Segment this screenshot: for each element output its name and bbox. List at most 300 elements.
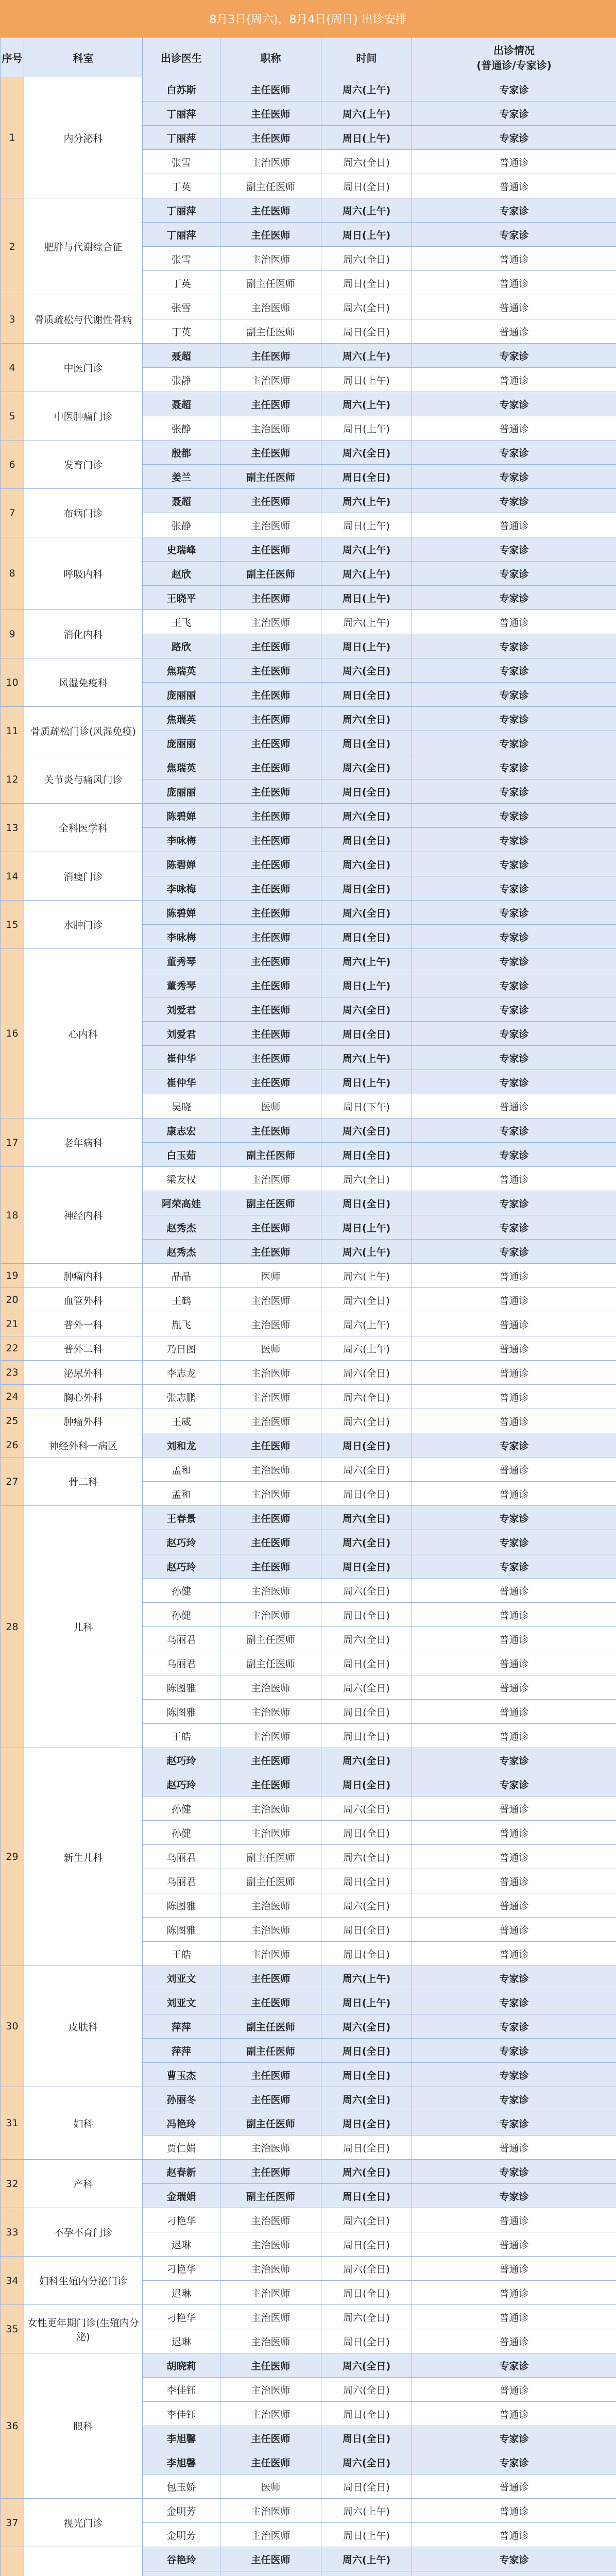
doctor-name: 冯艳玲 <box>143 2111 220 2136</box>
table-row <box>1 1264 616 1288</box>
table-row <box>1 1361 616 1385</box>
department-name: 神经内科 <box>24 1167 143 1264</box>
doctor-title: 主任医师 <box>220 489 321 513</box>
clinic-type: 普通诊 <box>412 1893 616 1918</box>
doctor-name: 聂超 <box>143 344 220 368</box>
row-number: 34 <box>1 2257 24 2305</box>
doctor-title: 主任医师 <box>220 901 321 925</box>
clinic-time: 周六(上午) <box>321 2499 412 2523</box>
clinic-time: 周六(全日) <box>321 2014 412 2039</box>
doctor-title: 主任医师 <box>220 997 321 1022</box>
clinic-type: 专家诊 <box>412 2160 616 2184</box>
clinic-time: 周六(上午) <box>321 949 412 973</box>
clinic-time: 周日(上午) <box>321 223 412 247</box>
doctor-name: 金明芳 <box>143 2499 220 2523</box>
clinic-type: 专家诊 <box>412 562 616 586</box>
table-row <box>1 1118 616 1143</box>
row-number: 17 <box>1 1118 24 1167</box>
clinic-type: 专家诊 <box>412 683 616 707</box>
doctor-title: 副主任医师 <box>220 562 321 586</box>
clinic-time: 周日(全日) <box>321 2426 412 2450</box>
clinic-time: 周日(全日) <box>321 1433 412 1458</box>
department-name: 新生儿科 <box>24 1748 143 1966</box>
doctor-name: 焦瑞英 <box>143 658 220 683</box>
doctor-name: 张雪 <box>143 247 220 271</box>
table-header-row <box>1 38 616 77</box>
doctor-name: 胡晓莉 <box>143 2353 220 2378</box>
doctor-name: 迟琳 <box>143 2281 220 2305</box>
doctor-title: 主任医师 <box>220 1433 321 1458</box>
doctor-title: 主治医师 <box>220 1821 321 1845</box>
clinic-type: 专家诊 <box>412 731 616 755</box>
doctor-name: 晶晶 <box>143 1264 220 1288</box>
clinic-type: 普通诊 <box>412 1167 616 1191</box>
clinic-type: 专家诊 <box>412 876 616 901</box>
doctor-name: 刘亚文 <box>143 1966 220 1990</box>
doctor-name: 丁英 <box>143 319 220 344</box>
doctor-title: 主治医师 <box>220 1579 321 1603</box>
clinic-type: 专家诊 <box>412 852 616 876</box>
doctor-name: 赵秀杰 <box>143 1215 220 1240</box>
doctor-name: 路欣 <box>143 634 220 658</box>
doctor-name: 陈图雅 <box>143 1893 220 1918</box>
clinic-time: 周六(上午) <box>321 77 412 101</box>
clinic-type: 专家诊 <box>412 634 616 658</box>
clinic-time: 周日(全日) <box>321 2475 412 2499</box>
department-name: 骨质疏松门诊(风湿免疫) <box>24 707 143 755</box>
row-number: 7 <box>1 489 24 537</box>
department-name: 布病门诊 <box>24 489 143 537</box>
doctor-name: 陈图雅 <box>143 1700 220 1724</box>
doctor-name: 刁艳华 <box>143 2208 220 2232</box>
clinic-time: 周日(全日) <box>321 2329 412 2353</box>
clinic-time: 周日(全日) <box>321 1482 412 1506</box>
clinic-time: 周日(全日) <box>321 828 412 852</box>
clinic-type: 普通诊 <box>412 1603 616 1627</box>
clinic-time: 周日(全日) <box>321 1918 412 1942</box>
doctor-name: 丁丽萍 <box>143 101 220 126</box>
clinic-type: 专家诊 <box>412 1506 616 1530</box>
doctor-name: 张静 <box>143 416 220 440</box>
row-number: 20 <box>1 1288 24 1312</box>
doctor-name: 乃日图 <box>143 1336 220 1361</box>
doctor-title: 主治医师 <box>220 1893 321 1918</box>
clinic-time: 周六(全日) <box>321 2160 412 2184</box>
clinic-time: 周日(上午) <box>321 973 412 997</box>
clinic-type: 普通诊 <box>412 1458 616 1482</box>
row-number: 36 <box>1 2353 24 2499</box>
clinic-type: 普通诊 <box>412 2136 616 2160</box>
doctor-title: 主治医师 <box>220 150 321 174</box>
clinic-time: 周日(全日) <box>321 1942 412 1966</box>
department-name: 骨二科 <box>24 1458 143 1506</box>
doctor-name: 白苏斯 <box>143 77 220 101</box>
row-number: 30 <box>1 1966 24 2087</box>
clinic-time: 周六(全日) <box>321 2257 412 2281</box>
doctor-title: 主治医师 <box>220 2136 321 2160</box>
clinic-time: 周日(上午) <box>321 513 412 537</box>
clinic-time: 周日(上午) <box>321 586 412 610</box>
doctor-name: 胤飞 <box>143 1312 220 1336</box>
clinic-time: 周六(上午) <box>321 537 412 562</box>
clinic-time: 周六(全日) <box>321 1675 412 1700</box>
doctor-title: 副主任医师 <box>220 1845 321 1869</box>
doctor-name: 梁友权 <box>143 1167 220 1191</box>
clinic-time: 周六(全日) <box>321 2450 412 2475</box>
table-row <box>1 2257 616 2281</box>
row-number: 21 <box>1 1312 24 1336</box>
doctor-title: 医师 <box>220 2475 321 2499</box>
clinic-time: 周日(上午) <box>321 126 412 150</box>
doctor-title: 副主任医师 <box>220 1627 321 1651</box>
clinic-time: 周六(全日) <box>321 1579 412 1603</box>
doctor-title: 主任医师 <box>220 804 321 828</box>
doctor-title: 主治医师 <box>220 1458 321 1482</box>
clinic-type: 专家诊 <box>412 1143 616 1167</box>
header-title: 职称 <box>220 38 321 77</box>
clinic-type: 专家诊 <box>412 997 616 1022</box>
doctor-name: 李旭馨 <box>143 2426 220 2450</box>
clinic-time: 周六(全日) <box>321 2208 412 2232</box>
doctor-name: 王飞 <box>143 610 220 634</box>
doctor-title: 副主任医师 <box>220 2111 321 2136</box>
clinic-time: 周日(全日) <box>321 2039 412 2063</box>
department-name: 老年病科 <box>24 1118 143 1167</box>
doctor-title: 主任医师 <box>220 126 321 150</box>
doctor-title: 医师 <box>220 1264 321 1288</box>
doctor-title: 主任医师 <box>220 1748 321 1772</box>
clinic-time: 周六(上午) <box>321 1966 412 1990</box>
clinic-type: 专家诊 <box>412 1215 616 1240</box>
clinic-type: 专家诊 <box>412 344 616 368</box>
doctor-title: 主任医师 <box>220 925 321 949</box>
clinic-type: 普通诊 <box>412 513 616 537</box>
department-name: 发育门诊 <box>24 440 143 489</box>
doctor-title: 主治医师 <box>220 2329 321 2353</box>
clinic-type: 普通诊 <box>412 1385 616 1409</box>
clinic-type: 专家诊 <box>412 1990 616 2014</box>
doctor-title: 主任医师 <box>220 1506 321 1530</box>
doctor-name: 张静 <box>143 368 220 392</box>
doctor-title: 副主任医师 <box>220 1143 321 1167</box>
doctor-name: 刘爱君 <box>143 1022 220 1046</box>
clinic-type: 普通诊 <box>412 271 616 295</box>
doctor-title: 主任医师 <box>220 2353 321 2378</box>
clinic-time: 周六(全日) <box>321 1748 412 1772</box>
doctor-title: 主任医师 <box>220 586 321 610</box>
clinic-time: 周日(全日) <box>321 2232 412 2257</box>
clinic-type: 普通诊 <box>412 1336 616 1361</box>
clinic-type: 专家诊 <box>412 779 616 804</box>
clinic-time: 周日(上午) <box>321 1215 412 1240</box>
doctor-name: 乌丽君 <box>143 1651 220 1675</box>
clinic-type: 专家诊 <box>412 804 616 828</box>
clinic-time: 周六(全日) <box>321 755 412 779</box>
doctor-title: 主治医师 <box>220 2499 321 2523</box>
clinic-type: 专家诊 <box>412 2547 616 2571</box>
doctor-title: 主治医师 <box>220 1409 321 1433</box>
clinic-type: 专家诊 <box>412 1433 616 1458</box>
clinic-time: 周六(上午) <box>321 392 412 416</box>
doctor-title: 主任医师 <box>220 2450 321 2475</box>
table-row <box>1 440 616 465</box>
doctor-title: 主治医师 <box>220 1724 321 1748</box>
clinic-time: 周六(全日) <box>321 1506 412 1530</box>
clinic-type: 专家诊 <box>412 77 616 101</box>
clinic-type: 专家诊 <box>412 586 616 610</box>
clinic-time: 周日(上午) <box>321 416 412 440</box>
row-number: 8 <box>1 537 24 610</box>
clinic-type: 专家诊 <box>412 1772 616 1797</box>
doctor-title: 主治医师 <box>220 1942 321 1966</box>
clinic-type: 普通诊 <box>412 1312 616 1336</box>
doctor-title: 主任医师 <box>220 2160 321 2184</box>
doctor-title: 副主任医师 <box>220 1869 321 1893</box>
doctor-name: 丁丽萍 <box>143 198 220 223</box>
row-number: 33 <box>1 2208 24 2257</box>
doctor-name: 聂超 <box>143 392 220 416</box>
clinic-time: 周六(全日) <box>321 1797 412 1821</box>
clinic-type: 普通诊 <box>412 1651 616 1675</box>
clinic-type: 专家诊 <box>412 1554 616 1579</box>
doctor-title: 主任医师 <box>220 440 321 465</box>
clinic-time: 周日(全日) <box>321 1869 412 1893</box>
clinic-time: 周六(全日) <box>321 1458 412 1482</box>
doctor-name: 王晓平 <box>143 586 220 610</box>
doctor-title: 主任医师 <box>220 223 321 247</box>
clinic-time: 周六(全日) <box>321 2087 412 2111</box>
clinic-type: 专家诊 <box>412 1966 616 1990</box>
clinic-type: 普通诊 <box>412 1845 616 1869</box>
clinic-time: 周六(全日) <box>321 247 412 271</box>
department-name: 肿瘤外科 <box>24 1409 143 1433</box>
row-number: 13 <box>1 804 24 852</box>
table-row <box>1 2499 616 2523</box>
row-number: 29 <box>1 1748 24 1966</box>
doctor-name: 赵巧玲 <box>143 1772 220 1797</box>
doctor-title: 主治医师 <box>220 295 321 319</box>
row-number: 3 <box>1 295 24 344</box>
doctor-name: 陈碧婵 <box>143 804 220 828</box>
clinic-time: 周日(全日) <box>321 1772 412 1797</box>
doctor-title: 主任医师 <box>220 658 321 683</box>
clinic-type: 普通诊 <box>412 247 616 271</box>
clinic-type: 专家诊 <box>412 1046 616 1070</box>
clinic-type: 普通诊 <box>412 174 616 198</box>
doctor-title: 主治医师 <box>220 2232 321 2257</box>
row-number: 18 <box>1 1167 24 1264</box>
row-number: 24 <box>1 1385 24 1409</box>
table-row <box>1 295 616 319</box>
clinic-time: 周日(全日) <box>321 2136 412 2160</box>
doctor-name: 焦瑞英 <box>143 707 220 731</box>
clinic-type: 普通诊 <box>412 2257 616 2281</box>
doctor-title: 医师 <box>220 1336 321 1361</box>
doctor-name: 王鹤 <box>143 1288 220 1312</box>
row-number: 26 <box>1 1433 24 1458</box>
clinic-type: 普通诊 <box>412 1700 616 1724</box>
doctor-name: 董秀琴 <box>143 973 220 997</box>
doctor-name: 史瑞峰 <box>143 537 220 562</box>
clinic-time: 周日(全日) <box>321 319 412 344</box>
doctor-title: 主任医师 <box>220 683 321 707</box>
clinic-type: 专家诊 <box>412 465 616 489</box>
table-row <box>1 1336 616 1361</box>
row-number: 25 <box>1 1409 24 1433</box>
clinic-type: 专家诊 <box>412 2450 616 2475</box>
row-number: 11 <box>1 707 24 755</box>
doctor-name: 孙丽冬 <box>143 2087 220 2111</box>
clinic-time: 周六(全日) <box>321 1530 412 1554</box>
doctor-name: 崔仲华 <box>143 1070 220 1094</box>
table-row <box>1 489 616 513</box>
doctor-title: 主任医师 <box>220 1530 321 1554</box>
clinic-type: 专家诊 <box>412 440 616 465</box>
doctor-title: 主任医师 <box>220 634 321 658</box>
clinic-time: 周六(全日) <box>321 295 412 319</box>
doctor-title: 主任医师 <box>220 1966 321 1990</box>
doctor-title: 主治医师 <box>220 1385 321 1409</box>
doctor-title: 主任医师 <box>220 392 321 416</box>
doctor-title: 主任医师 <box>220 876 321 901</box>
doctor-title: 主治医师 <box>220 1288 321 1312</box>
clinic-time: 周日(全日) <box>321 1022 412 1046</box>
doctor-name: 张雪 <box>143 150 220 174</box>
clinic-time: 周六(上午) <box>321 1240 412 1264</box>
doctor-name: 阿荣高娃 <box>143 1191 220 1215</box>
clinic-type: 专家诊 <box>412 973 616 997</box>
doctor-name: 李咏梅 <box>143 925 220 949</box>
row-number <box>1 2547 24 2576</box>
clinic-time: 周六(全日) <box>321 2305 412 2329</box>
doctor-name: 刁艳华 <box>143 2305 220 2329</box>
doctor-name: 张静 <box>143 513 220 537</box>
department-name: 产科 <box>24 2160 143 2208</box>
table-row <box>1 1748 616 1772</box>
clinic-time: 周六(上午) <box>321 562 412 586</box>
table-row <box>1 949 616 973</box>
doctor-name: 庞丽丽 <box>143 731 220 755</box>
table-row <box>1 1167 616 1191</box>
doctor-name: 庞丽丽 <box>143 779 220 804</box>
clinic-type: 普通诊 <box>412 1627 616 1651</box>
clinic-type: 专家诊 <box>412 198 616 223</box>
clinic-type: 专家诊 <box>412 223 616 247</box>
clinic-type: 普通诊 <box>412 416 616 440</box>
clinic-time: 周六(全日) <box>321 707 412 731</box>
clinic-type: 普通诊 <box>412 2305 616 2329</box>
row-number: 37 <box>1 2499 24 2547</box>
department-name: 眼科 <box>24 2353 143 2499</box>
doctor-name: 丁英 <box>143 271 220 295</box>
doctor-title: 主治医师 <box>220 1361 321 1385</box>
doctor-name: 陈碧婵 <box>143 901 220 925</box>
row-number: 32 <box>1 2160 24 2208</box>
table-row <box>1 610 616 634</box>
clinic-type: 专家诊 <box>412 755 616 779</box>
clinic-time: 周日(全日) <box>321 2402 412 2426</box>
clinic-type: 专家诊 <box>412 2014 616 2039</box>
clinic-type: 专家诊 <box>412 537 616 562</box>
doctor-name: 刁艳华 <box>143 2257 220 2281</box>
row-number: 19 <box>1 1264 24 1288</box>
doctor-title: 主治医师 <box>220 2281 321 2305</box>
table-row <box>1 804 616 828</box>
row-number: 15 <box>1 901 24 949</box>
clinic-type: 专家诊 <box>412 1748 616 1772</box>
table-row <box>1 755 616 779</box>
doctor-name: 陈图雅 <box>143 1918 220 1942</box>
table-row <box>1 901 616 925</box>
table-row <box>1 392 616 416</box>
clinic-type: 专家诊 <box>412 2087 616 2111</box>
clinic-time: 周六(全日) <box>321 1627 412 1651</box>
clinic-type: 专家诊 <box>412 2426 616 2450</box>
clinic-time: 周六(上午) <box>321 2547 412 2571</box>
page-title: 8月3日(周六)，8月4日(周日) 出诊安排 <box>0 0 616 37</box>
doctor-name: 王皓 <box>143 1942 220 1966</box>
clinic-type: 专家诊 <box>412 828 616 852</box>
doctor-name: 吴晓 <box>143 1094 220 1118</box>
row-number: 9 <box>1 610 24 658</box>
doctor-name: 李咏梅 <box>143 828 220 852</box>
department-name: 骨质疏松与代谢性骨病 <box>24 295 143 344</box>
doctor-title: 主任医师 <box>220 949 321 973</box>
clinic-time: 周日(全日) <box>321 2281 412 2305</box>
department-name: 普外二科 <box>24 1336 143 1361</box>
row-number: 23 <box>1 1361 24 1385</box>
doctor-name: 王皓 <box>143 1724 220 1748</box>
row-number: 10 <box>1 658 24 707</box>
department-name: 不孕不育门诊 <box>24 2208 143 2257</box>
doctor-title: 主治医师 <box>220 610 321 634</box>
clinic-type: 专家诊 <box>412 1118 616 1143</box>
doctor-title: 主任医师 <box>220 828 321 852</box>
clinic-type: 专家诊 <box>412 1070 616 1094</box>
clinic-type: 普通诊 <box>412 2378 616 2402</box>
doctor-name: 孙健 <box>143 1579 220 1603</box>
clinic-type: 普通诊 <box>412 2281 616 2305</box>
clinic-time: 周六(上午) <box>321 610 412 634</box>
clinic-time: 周六(全日) <box>321 2378 412 2402</box>
doctor-title: 主治医师 <box>220 2305 321 2329</box>
doctor-title: 主任医师 <box>220 1772 321 1797</box>
doctor-name: 陈碧婵 <box>143 852 220 876</box>
clinic-type: 普通诊 <box>412 1869 616 1893</box>
department-name: 呼吸内科 <box>24 537 143 610</box>
row-number: 31 <box>1 2087 24 2160</box>
doctor-title: 主任医师 <box>220 537 321 562</box>
department-name: 水肿门诊 <box>24 901 143 949</box>
row-number: 16 <box>1 949 24 1118</box>
doctor-title <box>220 2571 321 2576</box>
header-dept: 科室 <box>24 38 143 77</box>
clinic-type: 专家诊 <box>412 707 616 731</box>
department-name: 消化内科 <box>24 610 143 658</box>
doctor-name: 萍萍 <box>143 2039 220 2063</box>
clinic-time: 周日(全日) <box>321 1143 412 1167</box>
clinic-time: 周六(全日) <box>321 852 412 876</box>
clinic-type: 专家诊 <box>412 2039 616 2063</box>
table-row <box>1 198 616 223</box>
doctor-title: 主治医师 <box>220 1603 321 1627</box>
clinic-type: 普通诊 <box>412 1409 616 1433</box>
doctor-name: 孙健 <box>143 1797 220 1821</box>
doctor-title: 医师 <box>220 1094 321 1118</box>
header-no: 序号 <box>1 38 24 77</box>
doctor-name: 白玉茹 <box>143 1143 220 1167</box>
clinic-time: 周六(全日) <box>321 1893 412 1918</box>
